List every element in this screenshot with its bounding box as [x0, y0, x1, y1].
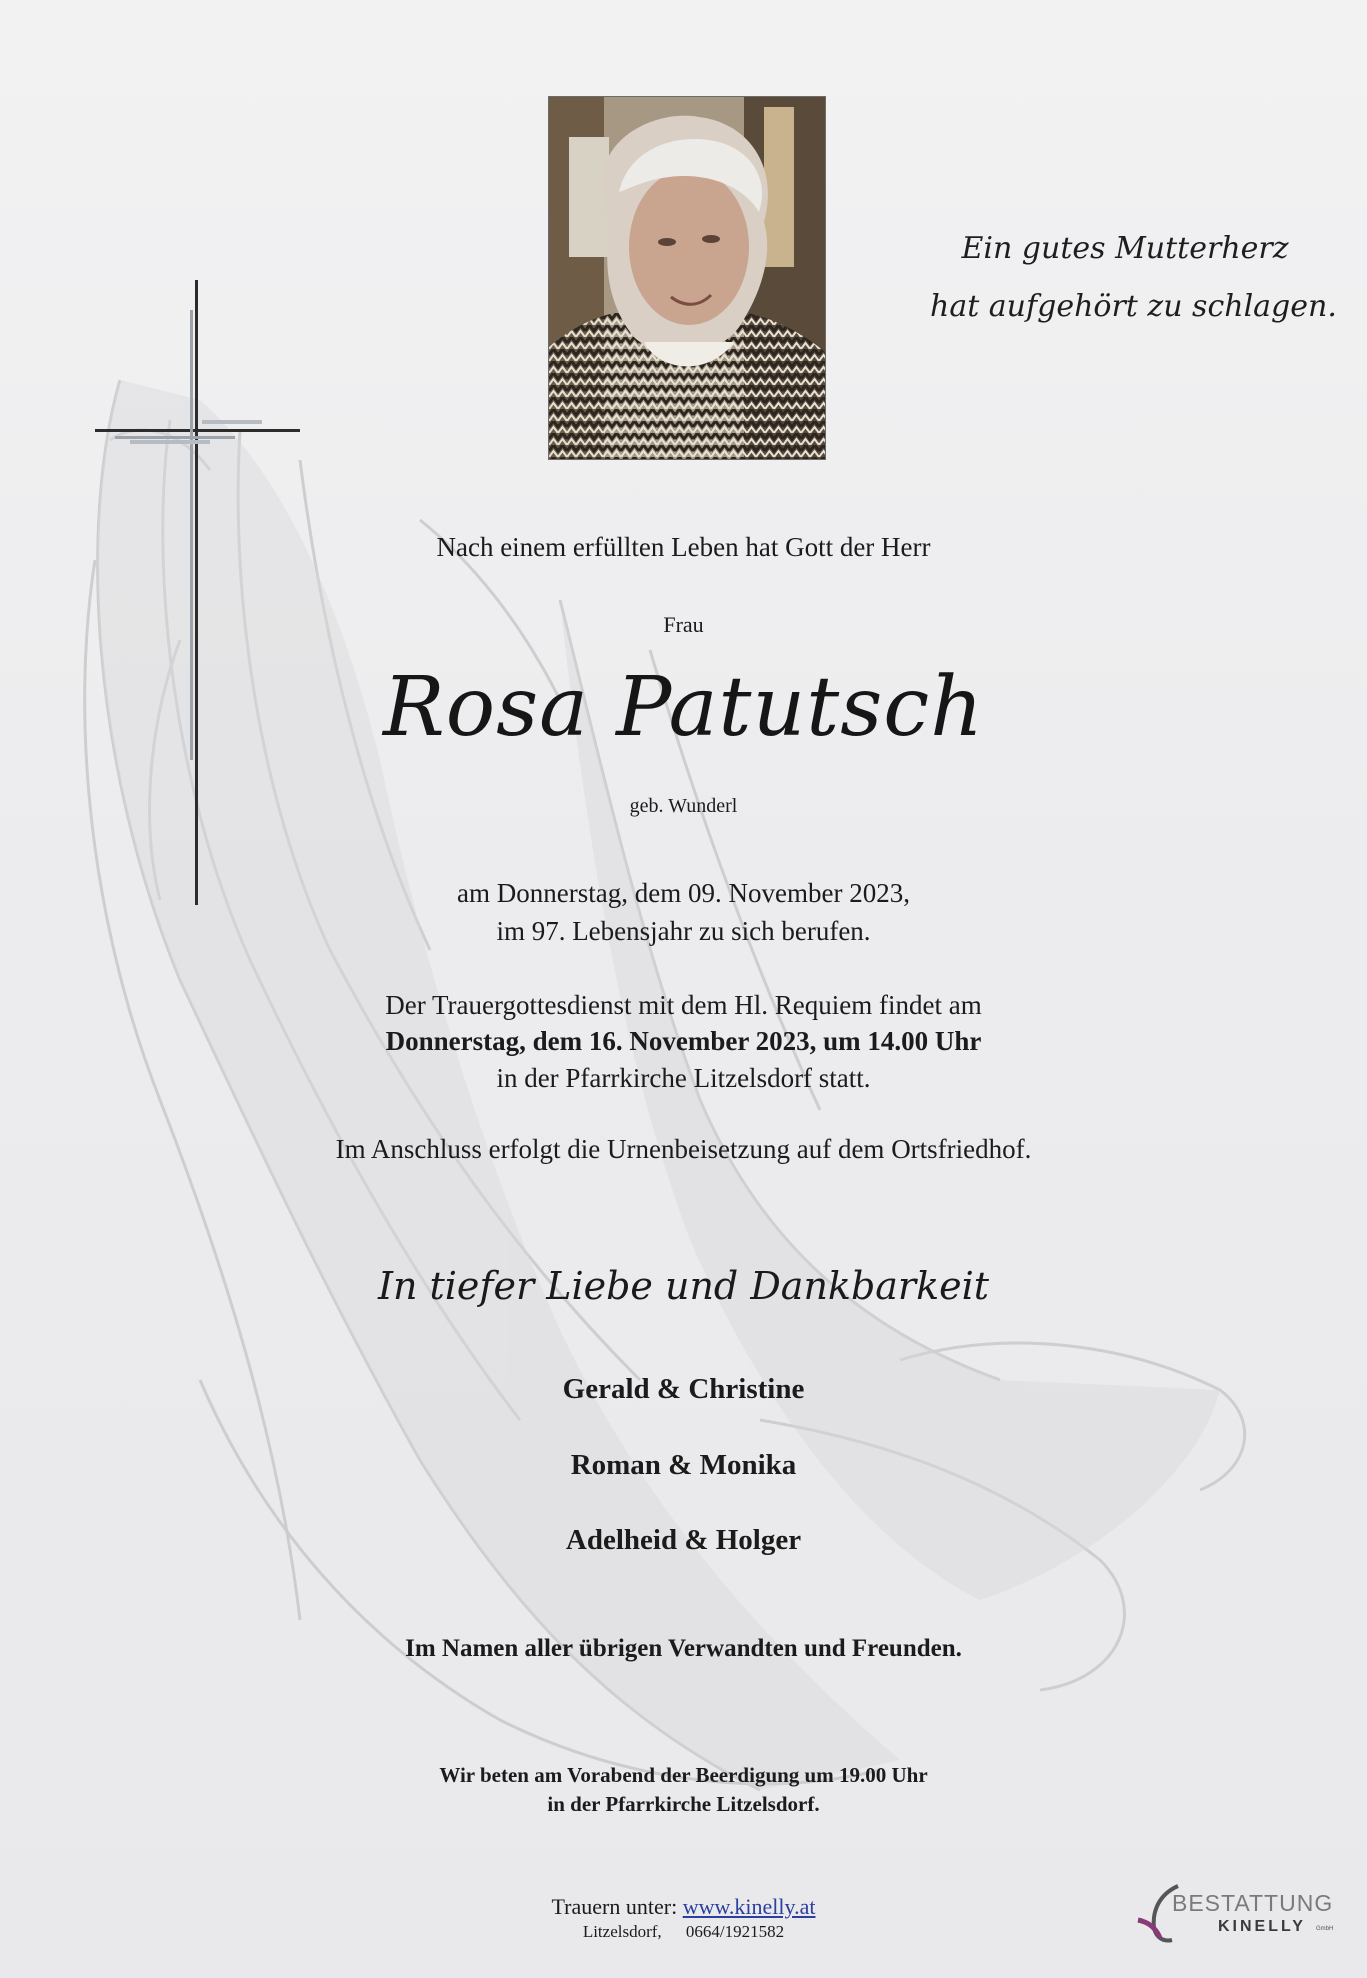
logo-text-top: BESTATTUNG [1172, 1890, 1334, 1916]
logo-text-bottom: KINELLY [1218, 1918, 1306, 1935]
other-relatives-line: Im Namen aller übrigen Verwandten und Freunden. [405, 1635, 962, 1662]
death-date-line: am Donnerstag, dem 09. November 2023, [457, 878, 910, 908]
funeral-home-logo [1130, 1880, 1340, 1950]
opening-quote [930, 220, 1337, 336]
urn-burial-line: Im Anschluss erfolgt die Urnenbeisetzung auf dem Ortsfriedhof. [335, 1134, 1032, 1164]
logo-suffix: GmbH [1316, 1926, 1334, 1932]
family-name: Roman & Monika [570, 1449, 797, 1481]
portrait-photo [548, 96, 826, 460]
prayer-line-2: in der Pfarrkirche Litzelsdorf. [547, 1792, 820, 1816]
contact-place: Litzelsdorf, [582, 1922, 662, 1941]
birth-name: geb. Wunderl [629, 795, 738, 817]
title-prefix: Frau [663, 612, 704, 637]
contact-phone: 0664/1921582 [685, 1922, 785, 1941]
mass-location: in der Pfarrkirche Litzelsdorf statt. [496, 1063, 871, 1093]
mass-date-time: Donnerstag, dem 16. November 2023, um 14.00 Uhr [385, 1026, 982, 1056]
family-name: Gerald & Christine [562, 1373, 805, 1405]
intro-text: Nach einem erfüllten Leben hat Gott der Herr [436, 532, 931, 562]
website-link[interactable]: www.kinelly.at [682, 1894, 816, 1919]
age-line: im 97. Lebensjahr zu sich berufen. [496, 916, 871, 946]
mourners-heading: In tiefer Liebe und Dankbarkeit [377, 1264, 990, 1308]
deceased-name: Rosa Patutsch [382, 660, 985, 755]
mass-line-1: Der Trauergottesdienst mit dem Hl. Requiem findet am [385, 990, 982, 1020]
family-name: Adelheid & Holger [565, 1524, 802, 1556]
mourn-label: Trauern unter: [551, 1894, 678, 1919]
prayer-line-1: Wir beten am Vorabend der Beerdigung um 19.00 Uhr [439, 1763, 928, 1787]
quote-line-1: Ein gutes Mutterherz [961, 231, 1289, 266]
quote-line-2: hat aufgehört zu schlagen. [930, 289, 1337, 324]
